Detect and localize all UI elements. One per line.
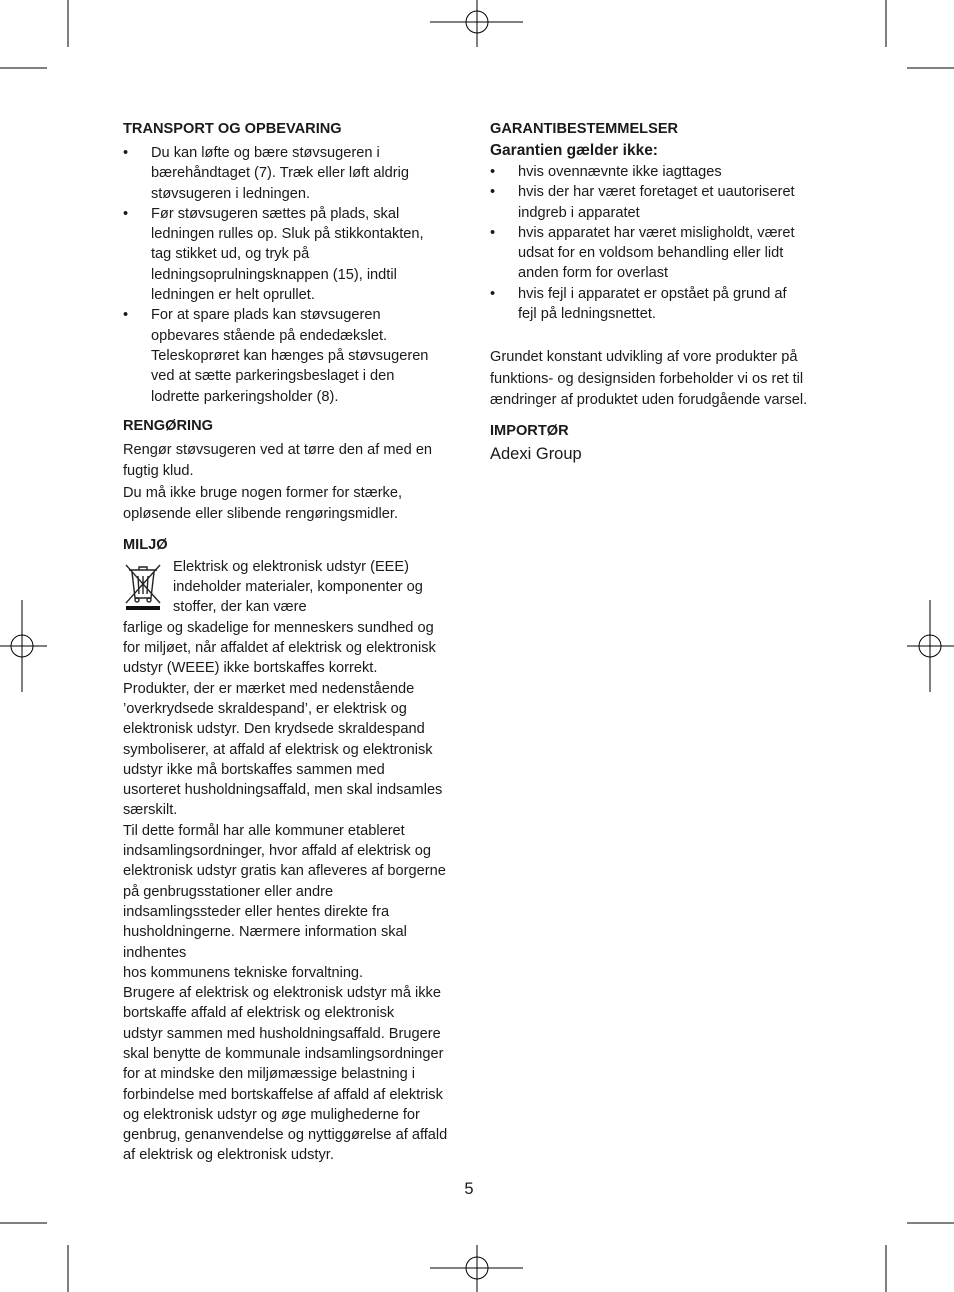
importer-name: Adexi Group: [490, 444, 582, 463]
bullet: •: [490, 184, 496, 201]
transport-heading: TRANSPORT OG OPBEVARING: [123, 121, 342, 137]
left-column: [123, 119, 468, 1166]
cleaning-line: Du må ikke bruge nogen former for stærke,: [123, 484, 403, 501]
list-item: • Før støvsugeren sættes på plads, skal ledningen rulles op. Sluk på stikkontakten, tag stikket ud, og tryk på ledningsoprulningsknappen (15), indtil ledningen er helt oprullet.: [123, 205, 424, 304]
list-item: • hvis apparatet har været misligholdt, været udsat for en voldsom behandling eller lidt anden form for overlast: [490, 224, 795, 282]
cleaning-line: Rengør støvsugeren ved at tørre den af med en: [123, 441, 433, 458]
transport-list: [123, 143, 468, 407]
list-item: • Du kan løfte og bære støvsugeren i bærehåndtaget (7). Træk eller løft aldrig støvsugeren i ledningen.: [123, 145, 409, 202]
warranty-note: Grundet konstant udvikling af vore produkter på funktions- og designsiden forbeholder vi os ret til ændringer af produktet uden forudgående varsel.: [490, 349, 808, 409]
list-item: • hvis der har været foretaget et uautoriseret indgreb i apparatet: [490, 184, 795, 221]
cleaning-heading: RENGØRING: [123, 417, 213, 434]
bullet: •: [123, 205, 129, 222]
bullet: •: [490, 164, 496, 180]
warranty-heading: GARANTIBESTEMMELSER: [490, 121, 679, 137]
warranty-subheading: Garantien gælder ikke:: [490, 142, 658, 159]
environment-body: farlige og skadelige for menneskers sundhed og for miljøet, når affaldet af elektrisk og elektronisk udstyr (WEEE) ikke bortskaffes korrekt. Produkter, der er mærket med nedenstående ’overkrydsede skraldespand’, er elektrisk og elektronisk udstyr. Den krydsede skraldespand symboliserer, at affald af elektrisk og elektronisk udstyr ikke må bortskaffes sammen med usorteret husholdningsaffald, men skal indsamles særskilt. Til dette formål har alle kommuner etableret indsamlingsordninger, hvor affald af elektrisk og elektronisk udstyr gratis kan afleveres af borgerne på genbrugsstationer eller andre indsamlingssteder eller hentes direkte fra husholdningerne. Nærmere information skal indhentes hos kommunens tekniske forvaltning. Brugere af elektrisk og elektronisk udstyr må ikke bortskaffe affald af elektrisk og elektronisk udstyr sammen med husholdningsaffald. Brugere skal benytte de kommunale indsamlingsordninger for at mindske den miljømæssige belastning i forbindelse med bortskaffelse af affald af elektrisk og elektronisk udstyr og øge mulighederne for genbrug, genanvendelse og nyttiggørelse af affald af elektrisk og elektronisk udstyr.: [123, 619, 448, 1164]
list-item: • hvis ovennævnte ikke iagttages: [490, 162, 835, 182]
environment-section: [123, 535, 468, 1166]
crossed-out-wheelie-bin-icon: [123, 557, 173, 618]
cleaning-line: opløsende eller slibende rengøringsmidler.: [123, 506, 398, 523]
environment-intro: Elektrisk og elektronisk udstyr (EEE) indeholder materialer, komponenter og stoffer, der kan være: [173, 558, 423, 616]
warranty-list: [490, 162, 835, 324]
bullet: •: [123, 307, 129, 324]
cleaning-line: fugtig klud.: [123, 463, 194, 480]
page-number: 5: [464, 1180, 474, 1198]
cleaning-section: [123, 416, 468, 526]
right-column: [490, 119, 835, 465]
bullet: •: [490, 224, 496, 241]
warranty-section: [490, 119, 835, 412]
importer-section: [490, 421, 835, 465]
bullet: •: [123, 145, 129, 161]
transport-section: [123, 119, 468, 407]
list-item: • hvis fejl i apparatet er opstået på grund af fejl på ledningsnettet.: [490, 285, 787, 323]
environment-heading: MILJØ: [123, 536, 168, 553]
bullet: •: [490, 285, 496, 302]
list-item: • For at spare plads kan støvsugeren opbevares stående på endedækslet. Teleskoprøret kan hænges på støvsugeren ved at sætte parkeringsbeslaget i den lodrette parkeringsholder (8).: [123, 307, 429, 405]
importer-heading: IMPORTØR: [490, 422, 569, 439]
